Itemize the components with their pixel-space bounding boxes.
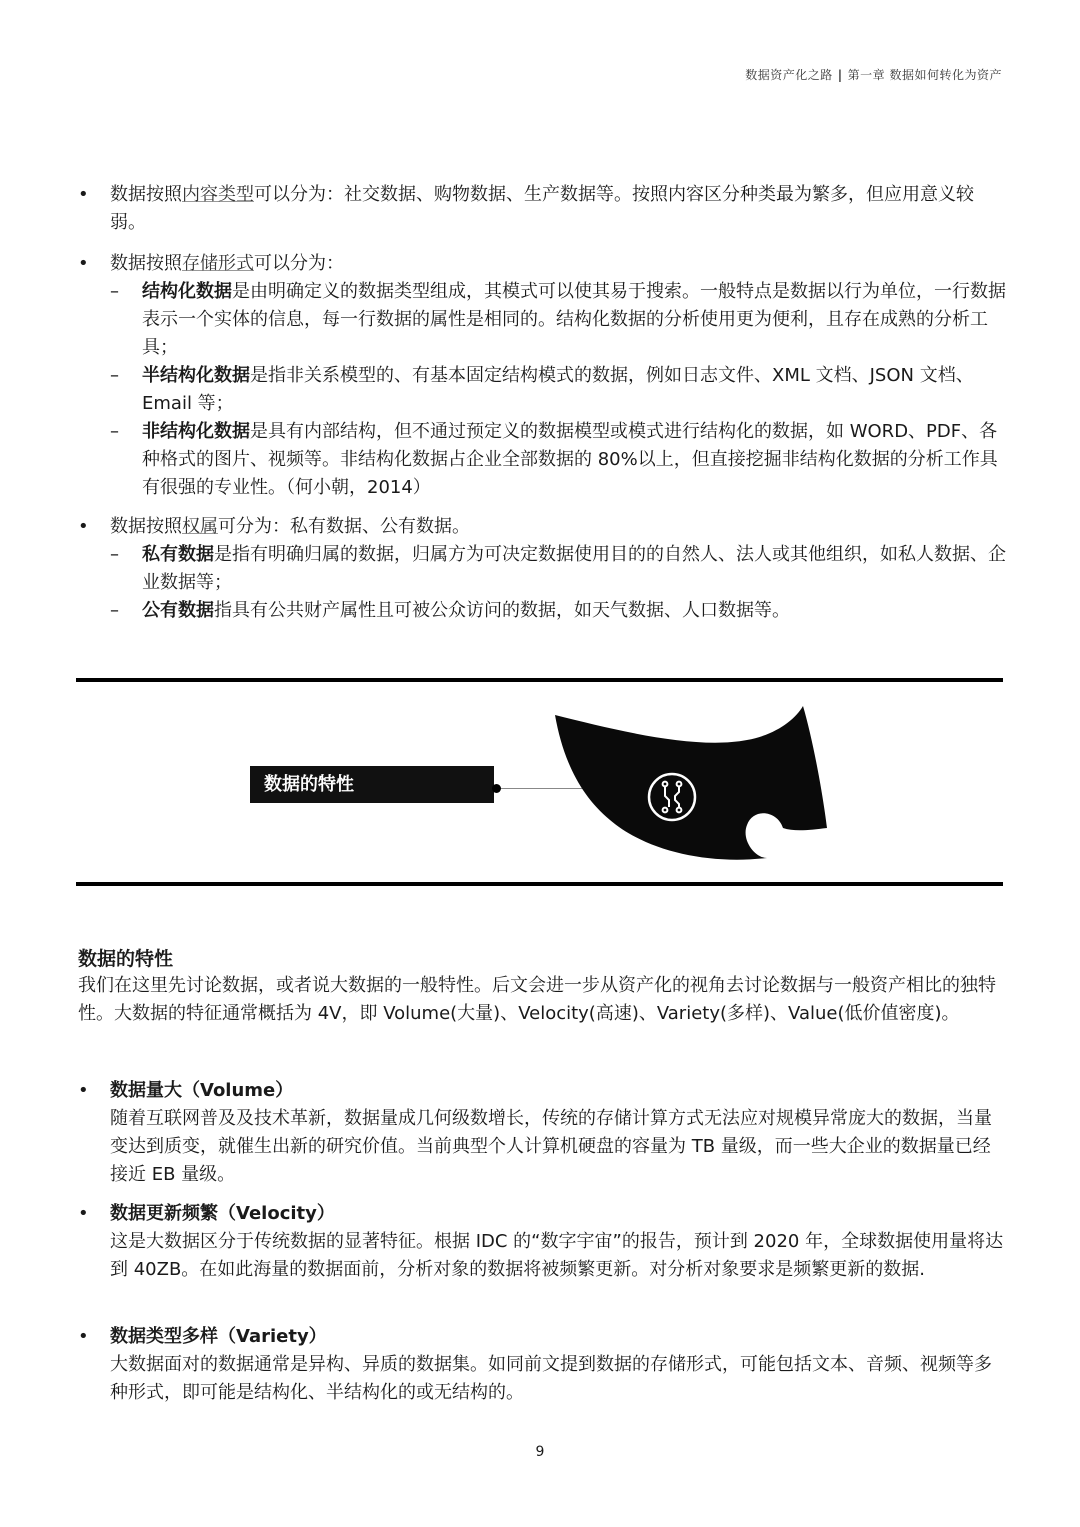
volume-title: 数据量大（Volume） bbox=[110, 1080, 294, 1101]
volume-text: 随着互联网普及及技术革新，数据量成几何级数增长，传统的存储计算方式无法应对规模异常庞大的数据，当量变达到质变，就催生出新的研究价值。当前典型个人计算机硬盘的容量为 TB 量级，而一些大企业的数据量已经接近 EB 量级。 bbox=[110, 1108, 992, 1185]
sub-item-structured: – 结构化数据是由明确定义的数据类型组成，其模式可以使其易于搜索。一般特点是数据以行为单位，一行数据表示一个实体的信息，每一行数据的属性是相同的。结构化数据的分析使用更为便利，且存在成熟的分析工具； bbox=[78, 278, 1006, 362]
term-link-ownership[interactable]: 权属 bbox=[182, 516, 218, 537]
bottom-divider bbox=[76, 882, 1003, 886]
sub-item-unstructured: – 非结构化数据是具有内部结构，但不通过预定义的数据模型或模式进行结构化的数据，如 WORD、PDF、各种格式的图片、视频等。非结构化数据占企业全部数据的 80%以上，但直接挖掘非结构化数据的分析工作具有很强的专业性。（何小朝，2014） bbox=[78, 418, 1006, 502]
sub-item-semi-structured: – 半结构化数据是指非关系模型的、有基本固定结构模式的数据，例如日志文件、XML 文档、JSON 文档、Email 等； bbox=[78, 362, 1006, 418]
running-header bbox=[745, 66, 1002, 83]
sub-item-private: – 私有数据是指有明确归属的数据，归属方为可决定数据使用目的的自然人、法人或其他组织，如私人数据、企业数据等； bbox=[78, 541, 1006, 597]
term-link-content-type[interactable]: 内容类型 bbox=[182, 184, 254, 205]
volume-item bbox=[78, 1077, 1006, 1189]
section-intro: 我们在这里先讨论数据，或者说大数据的一般特性。后文会进一步从资产化的视角去讨论数据与一般资产相比的独特性。大数据的特征通常概括为 4V，即 Volume(大量)、Velocity(高速)、Variety(多样)、Value(低价值密度)。 bbox=[78, 975, 996, 1024]
variety-text: 大数据面对的数据通常是异构、异质的数据集。如同前文提到数据的存储形式，可能包括文本、音频、视频等多种形式，即可能是结构化、半结构化的或无结构的。 bbox=[110, 1354, 992, 1403]
velocity-title: 数据更新频繁（Velocity） bbox=[110, 1203, 335, 1224]
page-number: 9 bbox=[535, 1444, 545, 1460]
section-banner-label: 数据的特性 bbox=[250, 766, 494, 803]
chapter-title: 第一章 数据如何转化为资产 bbox=[847, 68, 1002, 82]
top-divider bbox=[76, 678, 1003, 682]
sub-item-public: – 公有数据指具有公共财产属性且可被公众访问的数据，如天气数据、人口数据等。 bbox=[78, 597, 1006, 625]
ownership-list bbox=[78, 513, 1006, 625]
decorative-puzzle-shape bbox=[555, 700, 835, 865]
storage-form-list bbox=[78, 250, 1006, 502]
list-item: • 数据按照权属可分为：私有数据、公有数据。 bbox=[78, 513, 1006, 541]
connector-dot bbox=[492, 784, 501, 793]
section-title: 数据的特性 bbox=[78, 948, 174, 970]
velocity-text: 这是大数据区分于传统数据的显著特征。根据 IDC 的“数字宇宙”的报告，预计到 2020 年，全球数据使用量将达到 40ZB。在如此海量的数据面前，分析对象的数据将被频繁更新。对分析对象要求是频繁更新的数据. bbox=[110, 1231, 1004, 1280]
variety-item bbox=[78, 1323, 1006, 1407]
term-link-storage-form[interactable]: 存储形式 bbox=[182, 253, 254, 274]
variety-title: 数据类型多样（Variety） bbox=[110, 1326, 327, 1347]
book-title: 数据资产化之路 bbox=[745, 68, 833, 82]
classification-list bbox=[78, 181, 1006, 237]
velocity-item bbox=[78, 1200, 1006, 1284]
header-separator: | bbox=[837, 68, 843, 82]
list-item: • 数据按照内容类型可以分为：社交数据、购物数据、生产数据等。按照内容区分种类最为繁多，但应用意义较弱。 bbox=[78, 181, 1006, 237]
list-item: • 数据按照存储形式可以分为： bbox=[78, 250, 1006, 278]
